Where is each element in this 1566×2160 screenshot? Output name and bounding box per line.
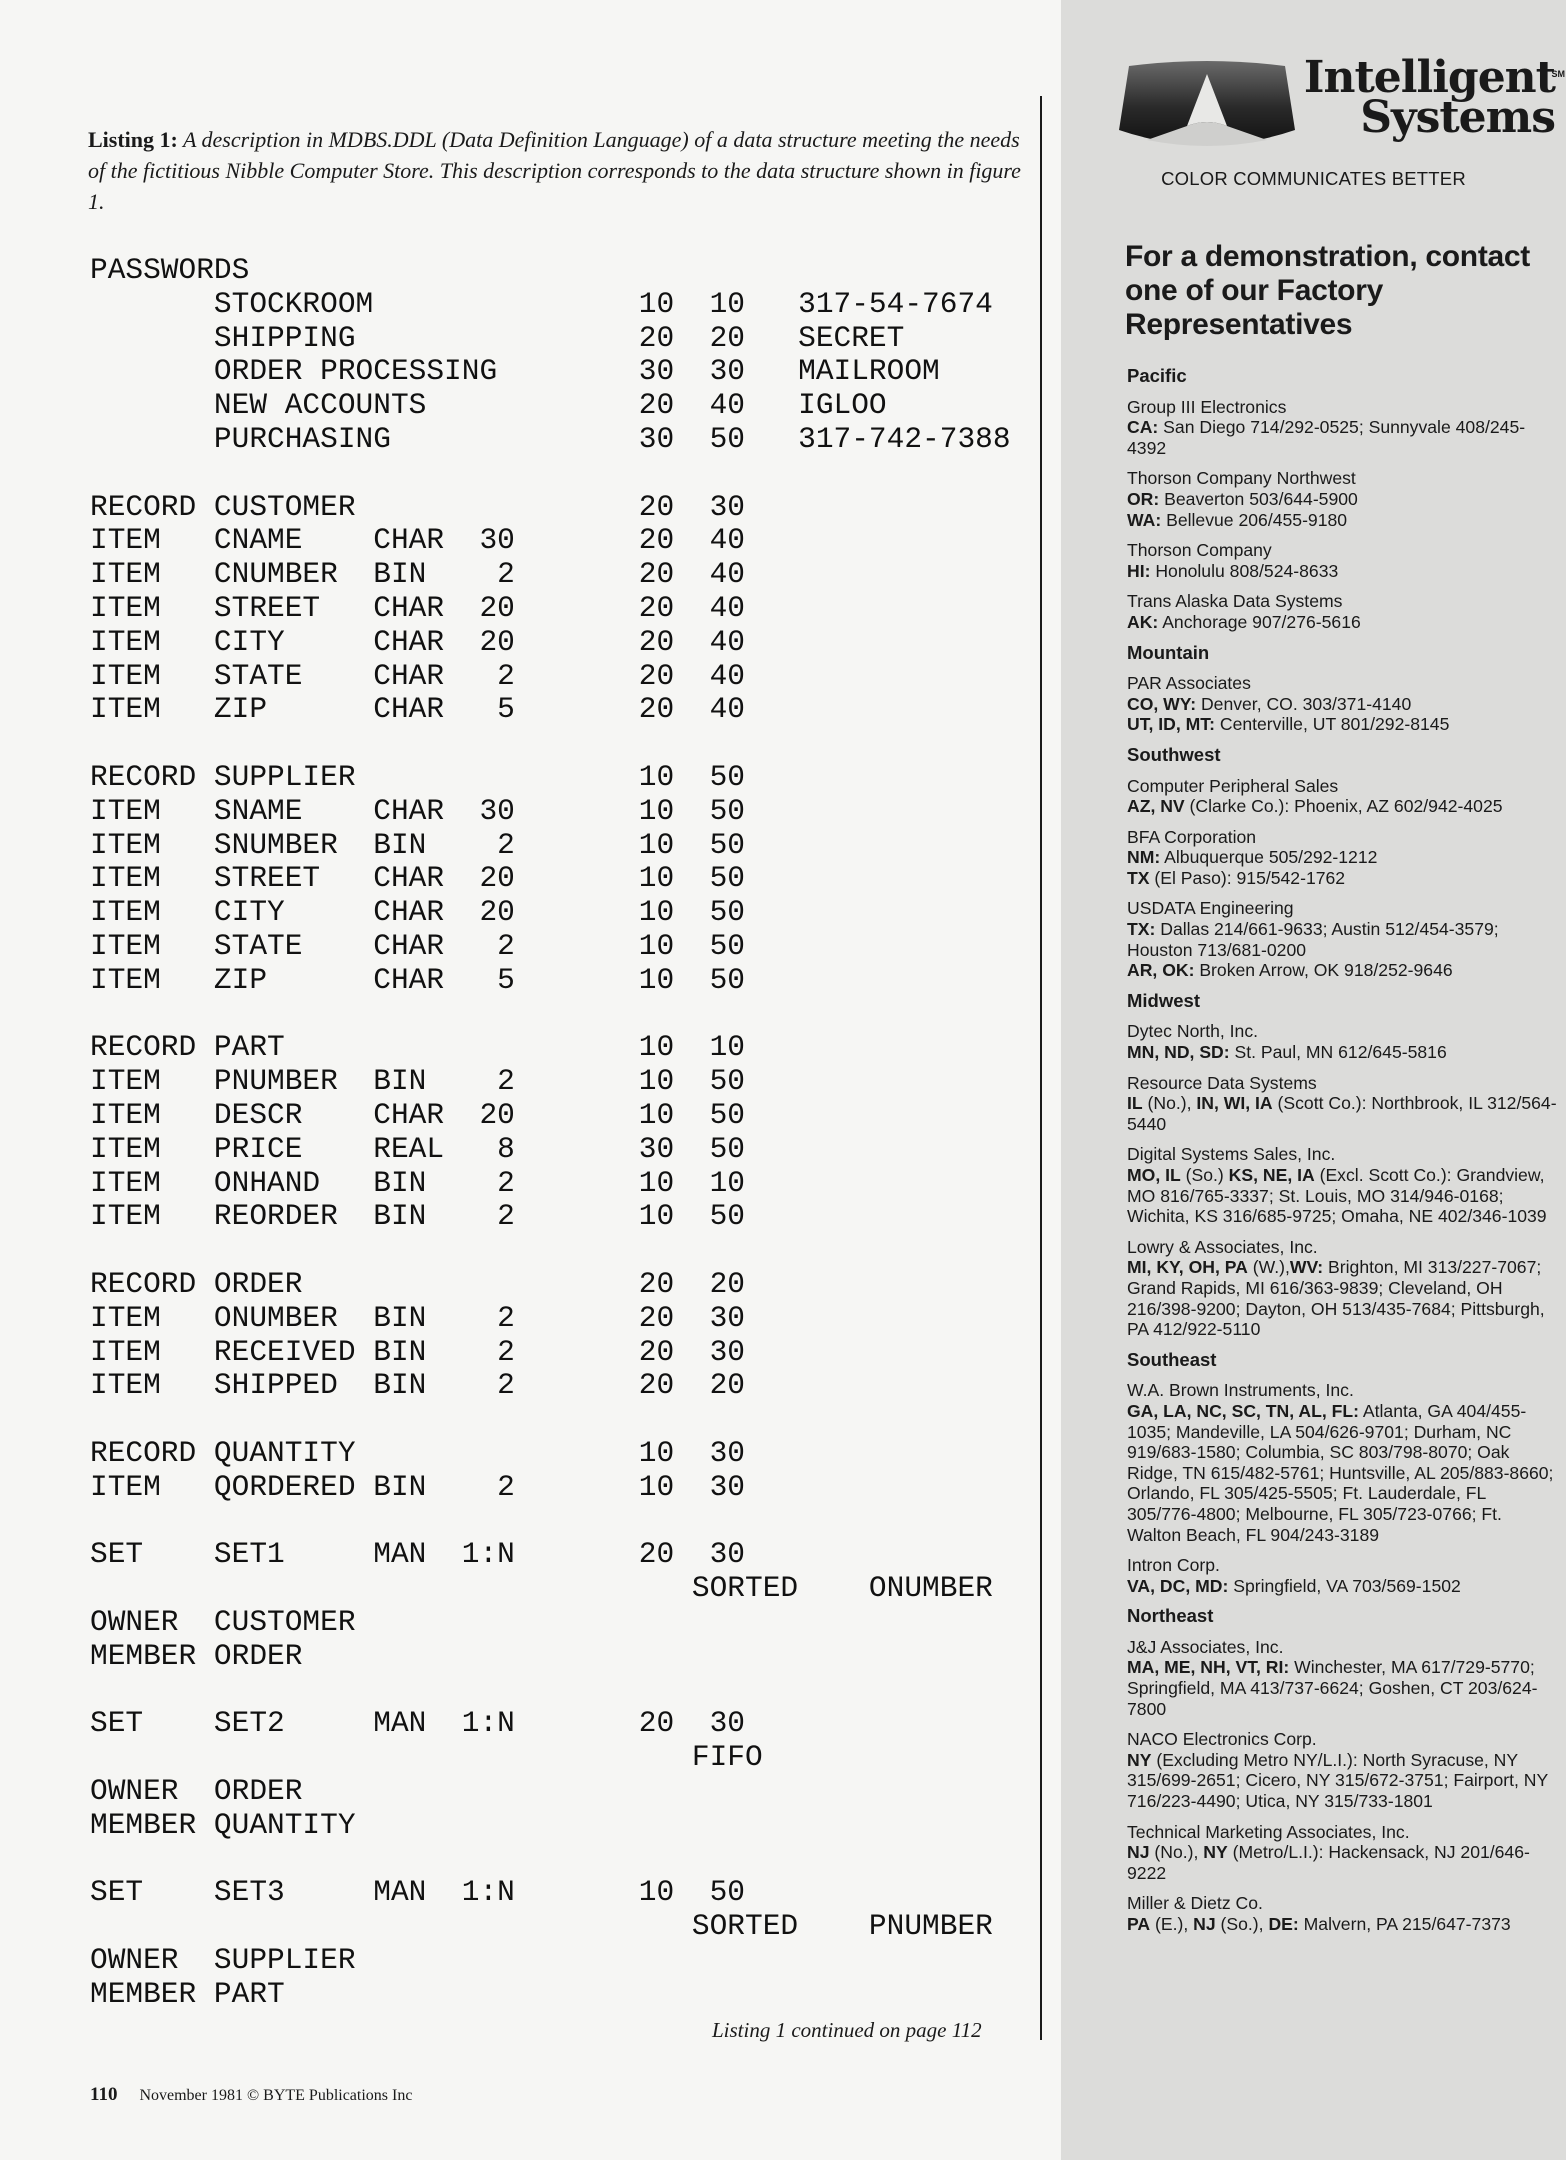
rep-entry <box>1127 1729 1557 1811</box>
rep-contact-line <box>1127 694 1557 715</box>
listing-line: ITEM PNUMBER BIN 2 10 50 <box>90 1064 746 1099</box>
rep-contact-line <box>1127 510 1557 531</box>
rep-territory: PA <box>1127 1914 1151 1934</box>
listing-line: MEMBER ORDER <box>90 1638 303 1673</box>
rep-entry <box>1127 397 1557 459</box>
rep-contact-line <box>1127 1750 1557 1812</box>
rep-territory: MA, ME, NH, VT, RI: <box>1127 1657 1290 1678</box>
rep-territory: IN, WI, IA <box>1196 1093 1273 1114</box>
rep-contact-text: Springfield, VA 703/569-1502 <box>1228 1575 1461 1596</box>
ad-headline: For a demonstration, contact one of our Factory Representatives <box>1125 240 1530 341</box>
rep-territory: AK: <box>1127 611 1159 632</box>
rep-company: USDATA Engineering <box>1127 898 1294 919</box>
rep-contact-line <box>1127 714 1557 735</box>
rep-contact-line <box>1127 1042 1557 1063</box>
rep-contact-line <box>1127 919 1557 960</box>
rep-entry <box>1127 1021 1557 1062</box>
region-heading: Southeast <box>1127 1348 1217 1370</box>
listing-line: ITEM CNAME CHAR 30 20 40 <box>90 523 746 558</box>
listing-line: ITEM SNUMBER BIN 2 10 50 <box>90 827 746 862</box>
listing-line: ITEM ONUMBER BIN 2 20 30 <box>90 1300 746 1335</box>
brand-line-2: Systems <box>1360 92 1555 143</box>
listing-line: MEMBER PART <box>90 1976 285 2011</box>
rep-contact-line <box>1127 417 1557 458</box>
listing-line: ITEM ZIP CHAR 5 10 50 <box>90 962 746 997</box>
rep-contact-line <box>1127 561 1557 582</box>
rep-territory: GA, LA, NC, SC, TN, AL, FL: <box>1127 1400 1359 1421</box>
region-heading: Midwest <box>1127 989 1200 1011</box>
listing-line <box>90 1403 1040 1437</box>
listing-line: PASSWORDS <box>90 253 250 287</box>
rep-contact-text: Dallas 214/661-9633; Austin 512/454-3579; Houston 713/681-0200 <box>1127 919 1499 960</box>
rep-contact-text: Broken Arrow, OK 918/252-9646 <box>1194 960 1453 981</box>
listing-line: OWNER CUSTOMER <box>90 1604 356 1639</box>
rep-territory: UT, ID, MT: <box>1127 714 1215 735</box>
rep-entry <box>1127 1893 1557 1934</box>
listing-line: ITEM CITY CHAR 20 20 40 <box>90 624 746 659</box>
rep-company: Technical Marketing Associates, Inc. <box>1127 1821 1410 1842</box>
listing-line: RECORD SUPPLIER 10 50 <box>90 759 746 794</box>
page-number: 110 <box>90 2084 118 2105</box>
rep-contact-text: (No.), <box>1149 1842 1204 1863</box>
rep-territory: IL <box>1127 1093 1143 1114</box>
listing-line: ITEM RECEIVED BIN 2 20 30 <box>90 1334 746 1369</box>
continued-note: Listing 1 continued on page 112 <box>712 2018 982 2042</box>
listing-line: PURCHASING 30 50 317-742-7388 <box>90 421 1011 456</box>
listing-line <box>90 457 1040 491</box>
rep-company: Dytec North, Inc. <box>1127 1021 1259 1042</box>
listing-line: SHIPPING 20 20 SECRET <box>90 320 905 355</box>
rep-contact-text: Malvern, PA 215/647-7373 <box>1298 1914 1511 1934</box>
rep-contact-text: Anchorage 907/276-5616 <box>1158 611 1361 632</box>
rep-contact-text: (Excluding Metro NY/L.I.): North Syracuse, NY 315/699-2651; Cicero, NY 315/672-3751; Fairport, NY 716/223-4490; Utica, NY 315/733-1801 <box>1127 1749 1548 1812</box>
rep-entry <box>1127 1073 1557 1135</box>
rep-company: Intron Corp. <box>1127 1555 1220 1576</box>
rep-territory: WA: <box>1127 509 1162 530</box>
rep-entry <box>1127 1555 1557 1596</box>
rep-contact-text: Bellevue 206/455-9180 <box>1161 509 1348 530</box>
listing-line: STOCKROOM 10 10 317-54-7674 <box>90 286 993 321</box>
listing-line: ITEM SNAME CHAR 30 10 50 <box>90 793 746 828</box>
rep-territory: HI: <box>1127 560 1151 581</box>
rep-contact-line <box>1127 960 1557 981</box>
rep-contact-text: St. Paul, MN 612/645-5816 <box>1229 1042 1447 1063</box>
page-footer <box>90 2084 412 2106</box>
rep-company: W.A. Brown Instruments, Inc. <box>1127 1380 1354 1401</box>
listing-line: MEMBER QUANTITY <box>90 1807 356 1842</box>
rep-contact-text: Centerville, UT 801/292-8145 <box>1214 714 1450 735</box>
rep-contact-line <box>1127 1401 1557 1545</box>
listing-line: SET SET2 MAN 1:N 20 30 <box>90 1706 746 1741</box>
rep-contact-line <box>1127 1576 1557 1597</box>
listing-line: ITEM QORDERED BIN 2 10 30 <box>90 1469 746 1504</box>
rep-contact-text: Albuquerque 505/292-1212 <box>1160 847 1378 868</box>
listing-line: ITEM STREET CHAR 20 10 50 <box>90 861 746 896</box>
brand-line-1: Intelligent <box>1303 52 1555 103</box>
listing-line <box>90 1842 1040 1876</box>
rep-contact-text: Honolulu 808/524-8633 <box>1150 560 1339 581</box>
rep-territory: AR, OK: <box>1127 960 1195 981</box>
rep-contact-text: Brighton, MI 313/227-7067; Grand Rapids, MI 616/363-9839; Cleveland, OH 216/398-9200; Dayton, OH 513/435-7684; Pittsburgh, PA 412/922-5110 <box>1127 1257 1545 1340</box>
rep-contact-line <box>1127 1165 1557 1227</box>
ddl-code-listing <box>90 254 1040 2011</box>
listing-line: SET SET1 MAN 1:N 20 30 <box>90 1537 746 1572</box>
rep-territory: AZ, NV <box>1127 796 1185 817</box>
rep-entry <box>1127 673 1557 735</box>
rep-contact-text: (No.), <box>1142 1093 1197 1114</box>
rep-territory: MN, ND, SD: <box>1127 1042 1230 1063</box>
listing-line: ITEM STATE CHAR 2 20 40 <box>90 658 746 693</box>
rep-entry <box>1127 468 1557 530</box>
rep-contact-text: Winchester, MA 617/729-5770; Springfield, MA 413/737-6624; Goshen, CT 203/624-7800 <box>1127 1657 1538 1719</box>
rep-contact-line <box>1127 1257 1557 1339</box>
rep-entry <box>1127 1380 1557 1545</box>
rep-entry <box>1127 591 1557 632</box>
rep-contact-text: (So.) <box>1180 1165 1229 1185</box>
listing-line: ITEM SHIPPED BIN 2 20 20 <box>90 1368 746 1403</box>
listing-line: SET SET3 MAN 1:N 10 50 <box>90 1875 746 1910</box>
rep-contact-text: Denver, CO. 303/371-4140 <box>1196 693 1412 714</box>
listing-line: NEW ACCOUNTS 20 40 IGLOO <box>90 388 887 423</box>
rep-territory: VA, DC, MD: <box>1127 1575 1229 1596</box>
rep-territory: NY <box>1127 1749 1152 1770</box>
rep-company: Resource Data Systems <box>1127 1072 1317 1093</box>
listing-caption <box>88 124 1028 217</box>
brand-tagline: COLOR COMMUNICATES BETTER <box>1161 168 1466 189</box>
rep-contact-line <box>1127 1657 1557 1719</box>
listing-line: ITEM STREET CHAR 20 20 40 <box>90 590 746 625</box>
rep-territory: MI, KY, OH, PA <box>1127 1257 1248 1278</box>
rep-territory: CA: <box>1127 417 1159 438</box>
rep-entry <box>1127 776 1557 817</box>
rep-territory: WV: <box>1289 1257 1324 1278</box>
service-mark: SM <box>1551 69 1565 79</box>
listing-caption-label: Listing 1: <box>88 127 178 152</box>
column-divider-rule <box>1040 96 1042 2040</box>
listing-line: RECORD QUANTITY 10 30 <box>90 1435 746 1470</box>
rep-territory: NJ <box>1193 1914 1216 1934</box>
listing-line: ITEM CITY CHAR 20 10 50 <box>90 895 746 930</box>
rep-entry <box>1127 1637 1557 1719</box>
listing-line: OWNER SUPPLIER <box>90 1942 356 1977</box>
rep-territory: MO, IL <box>1127 1165 1181 1185</box>
region-heading: Southwest <box>1127 743 1221 765</box>
rep-contact-line <box>1127 1093 1557 1134</box>
listing-line: ORDER PROCESSING 30 30 MAILROOM <box>90 354 940 389</box>
listing-line: RECORD ORDER 20 20 <box>90 1266 746 1301</box>
listing-line: ITEM REORDER BIN 2 10 50 <box>90 1199 746 1234</box>
rep-contact-line <box>1127 1914 1557 1935</box>
region-heading: Pacific <box>1127 365 1187 386</box>
rep-contact-line <box>1127 1842 1557 1883</box>
rep-territory: CO, WY: <box>1127 693 1197 714</box>
rep-contact-line <box>1127 847 1557 868</box>
rep-company: J&J Associates, Inc. <box>1127 1636 1284 1657</box>
rep-contact-text: (Clarke Co.): Phoenix, AZ 602/942-4025 <box>1184 796 1503 817</box>
rep-contact-text: (El Paso): 915/542-1762 <box>1149 867 1346 888</box>
rep-territory: OR: <box>1127 488 1160 509</box>
rep-contact-line <box>1127 796 1557 817</box>
rep-entry <box>1127 898 1557 980</box>
listing-line: FIFO <box>90 1740 763 1775</box>
intelligent-systems-ad <box>1061 0 1566 2160</box>
rep-territory: TX <box>1127 867 1150 888</box>
brand-name <box>1255 52 1565 143</box>
listing-line: SORTED PNUMBER <box>90 1909 993 1944</box>
listing-line <box>90 1504 1040 1538</box>
rep-contact-line <box>1127 489 1557 510</box>
listing-line: ITEM DESCR CHAR 20 10 50 <box>90 1097 746 1132</box>
rep-territory: KS, NE, IA <box>1228 1165 1315 1185</box>
rep-company: Lowry & Associates, Inc. <box>1127 1236 1318 1257</box>
rep-company: Thorson Company <box>1127 540 1272 561</box>
rep-contact-text: (W.), <box>1247 1257 1290 1278</box>
rep-territory: TX: <box>1127 919 1156 940</box>
listing-line <box>90 998 1040 1032</box>
rep-entry <box>1127 1144 1557 1226</box>
rep-contact-line <box>1127 612 1557 633</box>
representatives-directory <box>1127 360 1557 1945</box>
rep-company: Thorson Company Northwest <box>1127 468 1356 489</box>
rep-contact-text: (So.), <box>1215 1914 1269 1934</box>
rep-contact-text: (Excl. Scott Co.): Grandview, MO 816/765-3337; St. Louis, MO 314/946-0168; Wichita, KS 316/685-9725; Omaha, NE 402/346-1039 <box>1127 1165 1547 1227</box>
listing-line: ITEM CNUMBER BIN 2 20 40 <box>90 557 746 592</box>
listing-line: ITEM ZIP CHAR 5 20 40 <box>90 692 746 727</box>
rep-territory: NY <box>1203 1842 1228 1863</box>
listing-line <box>90 727 1040 761</box>
listing-line: ITEM ONHAND BIN 2 10 10 <box>90 1165 746 1200</box>
listing-line: ITEM PRICE REAL 8 30 50 <box>90 1131 746 1166</box>
rep-contact-text: Atlanta, GA 404/455-1035; Mandeville, LA 504/626-9701; Durham, NC 919/683-1580; Columbia, SC 803/798-8070; Oak Ridge, TN 615/482-5761; Huntsville, AL 205/883-8660; Orlando, FL 305/425-5505; Ft. Lauderdale, FL 305/776-4800; Melbourne, FL 305/723-0766; Ft. Walton Beach, FL 904/243-3189 <box>1127 1400 1554 1545</box>
publication-credit: November 1981 © BYTE Publications Inc <box>139 2087 413 2104</box>
listing-line <box>90 1234 1040 1268</box>
rep-entry <box>1127 827 1557 889</box>
rep-company: Computer Peripheral Sales <box>1127 775 1339 796</box>
rep-company: Digital Systems Sales, Inc. <box>1127 1144 1336 1165</box>
listing-caption-text: A description in MDBS.DDL (Data Definition Language) of a data structure meeting the needs of the fictitious Nibble Computer Store. This description corresponds to the data structure shown in figure 1. <box>88 127 1021 214</box>
rep-company: PAR Associates <box>1127 673 1251 694</box>
listing-line: ITEM STATE CHAR 2 10 50 <box>90 928 746 963</box>
rep-contact-text: (E.), <box>1150 1914 1194 1934</box>
rep-entry <box>1127 540 1557 581</box>
rep-entry <box>1127 1237 1557 1340</box>
listing-line: RECORD PART 10 10 <box>90 1030 746 1065</box>
listing-line: RECORD CUSTOMER 20 30 <box>90 489 746 524</box>
region-heading: Northeast <box>1127 1605 1214 1627</box>
rep-territory: NM: <box>1127 847 1161 868</box>
rep-contact-text: San Diego 714/292-0525; Sunnyvale 408/245-4392 <box>1127 417 1526 458</box>
rep-company: Miller & Dietz Co. <box>1127 1893 1263 1914</box>
rep-company: BFA Corporation <box>1127 826 1257 847</box>
rep-territory: NJ <box>1127 1842 1150 1863</box>
rep-contact-line <box>1127 868 1557 889</box>
rep-contact-text: (Metro/L.I.): Hackensack, NJ 201/646-9222 <box>1127 1842 1530 1883</box>
rep-contact-text: Beaverton 503/644-5900 <box>1159 488 1358 509</box>
rep-company: Group III Electronics <box>1127 396 1287 417</box>
rep-company: NACO Electronics Corp. <box>1127 1729 1317 1750</box>
rep-company: Trans Alaska Data Systems <box>1127 591 1343 612</box>
rep-entry <box>1127 1822 1557 1884</box>
rep-territory: DE: <box>1268 1914 1299 1934</box>
region-heading: Mountain <box>1127 641 1210 663</box>
rep-contact-text: (Scott Co.): Northbrook, IL 312/564-5440 <box>1127 1093 1557 1134</box>
listing-line <box>90 1673 1040 1707</box>
listing-line: OWNER ORDER <box>90 1773 303 1808</box>
listing-line: SORTED ONUMBER <box>90 1571 993 1606</box>
